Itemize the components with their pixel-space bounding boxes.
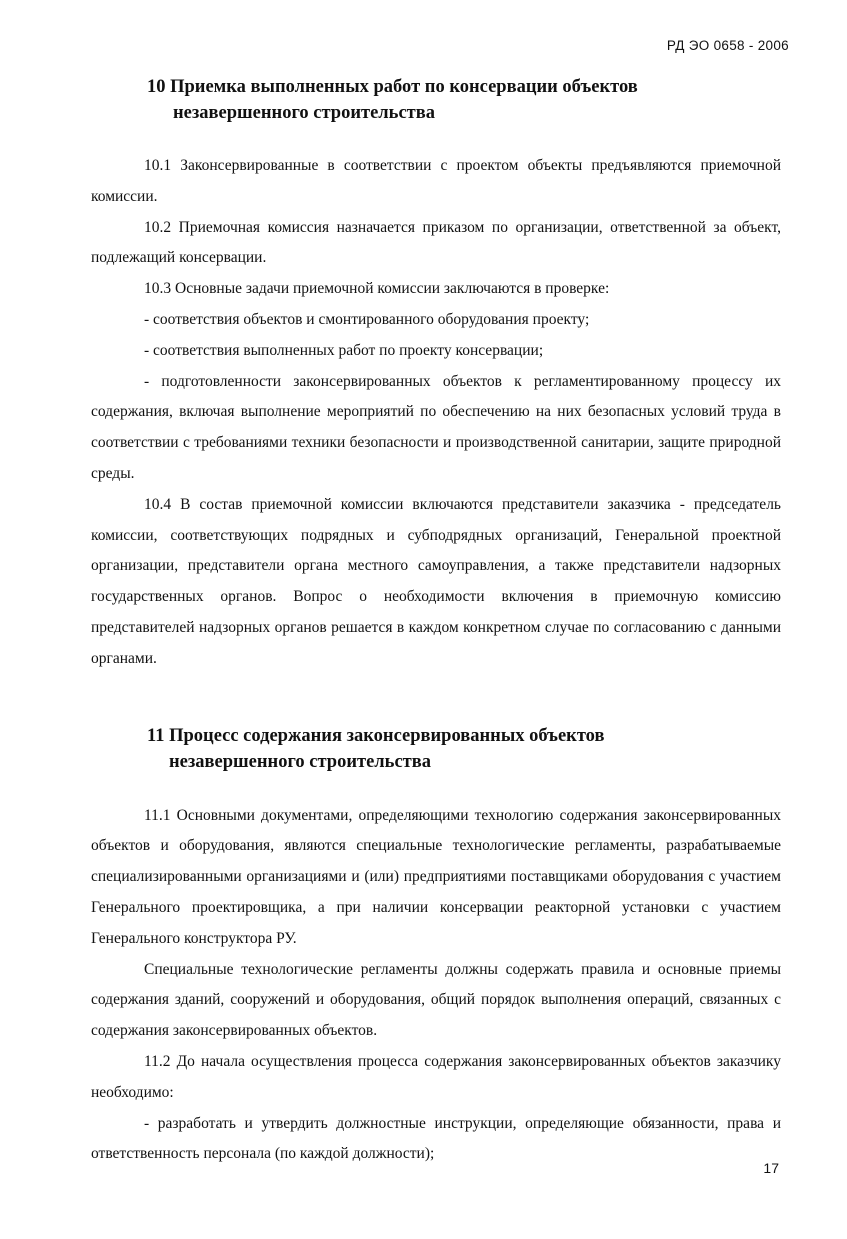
section-10-body [91,151,781,675]
paragraph-11-1-regulations: Специальные технологические регламенты должны содержать правила и основные приемы содержания зданий, сооружений и оборудования, общий порядок выполнения операций, связанных с содержания законсервированных объектов. [91,960,781,1040]
section-10-heading-line2: незавершенного строительства [173,103,435,123]
list-item-10-3-b: - соответствия выполненных работ по проекту консервации; [144,341,544,359]
list-item-10-3-a: - соответствия объектов и смонтированного оборудования проекту; [144,310,590,328]
paragraph-11-2: 11.2 До начала осуществления процесса содержания законсервированных объектов заказчику необходимо: [91,1052,781,1101]
document-page [91,72,781,1170]
section-11-heading [91,723,781,775]
paragraph-10-4: 10.4 В состав приемочной комиссии включаются представители заказчика - председатель комиссии, соответствующих подрядных и субподрядных организаций, Генеральной проектной организации, представители органа местного самоуправления, а также представители надзорных государственных органов. Вопрос о необходимости включения в приемочную комиссию представителей надзорных органов решается в каждом конкретном случае по согласованию с данными органами. [91,495,781,667]
list-item-11-2-a: - разработать и утвердить должностные инструкции, определяющие обязанности, права и ответственность персонала (по каждой должности); [91,1114,781,1163]
section-11-heading-line2: незавершенного строительства [169,751,431,772]
section-10-heading [91,74,781,126]
section-11-body [91,801,781,1171]
page-number: 17 [763,1160,779,1176]
section-10-heading-line1: 10 Приемка выполненных работ по консервации объектов [147,77,638,97]
paragraph-10-1: 10.1 Законсервированные в соответствии с проектом объекты предъявляются приемочной комиссии. [91,157,781,205]
paragraph-10-3: 10.3 Основные задачи приемочной комиссии заключаются в проверке: [144,280,610,298]
paragraph-10-2: 10.2 Приемочная комиссия назначается приказом по организации, ответственной за объект, подлежащий консервации. [91,218,781,267]
paragraph-11-1: 11.1 Основными документами, определяющими технологию содержания законсервированных объектов и оборудования, являются специальные технологические регламенты, разрабатываемые специализированными организациями и (или) предприятиями поставщиками оборудования с участием Генерального проектировщика, а при наличии консервации реакторной установки с участием Генерального конструктора РУ. [91,806,781,947]
document-code: РД ЭО 0658 - 2006 [666,38,789,53]
list-item-10-3-c: - подготовленности законсервированных объектов к регламентированному процессу их содержания, включая выполнение мероприятий по обеспечению на них безопасных условий труда в соответствии с требованиями техники безопасности и производственной санитарии, защите природной среды. [91,372,781,482]
section-11-heading-line1: 11 Процесс содержания законсервированных объектов [147,725,605,746]
